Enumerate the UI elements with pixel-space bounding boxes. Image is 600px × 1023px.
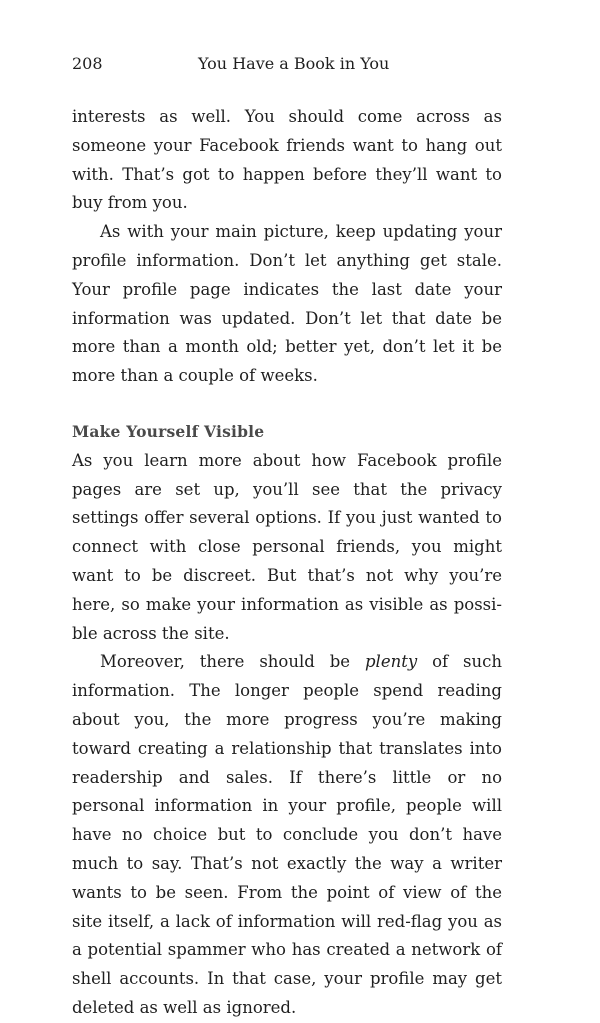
paragraph-privacy-settings: As you learn more about how Facebook profile pages are set up, you’ll see that the privacy settings offer several options. If you just wanted to connect with close personal friends, you might want to be discreet. But that’s not why you’re here, so make your information as visible as possible across the site. [72,450,502,643]
paragraph-text-end: of such information. The longer people spend reading about you, the more progress you’re making toward creating a relationship that translates into readership and sales. If there’s little or no personal information in your profile, people will have no choice but to conclude you don’t have much to say. That’s not exactly the way a writer wants to be seen. From the point of view of the site itself, a lack of information will red-flag you as a potential spammer who has created a network of shell accounts. In that case, your profile may get deleted as well as ignored. [72,652,503,1017]
body-text [72,103,502,1023]
page-header [72,54,502,78]
running-title: You Have a Book in You [198,54,390,73]
paragraph-continuation: interests as well. You should come across as someone your Facebook friends want to hang out with. That’s got to happen before they’ll want to buy from you. [72,107,502,213]
section-spacer [72,391,502,418]
page-number: 208 [72,54,103,73]
paragraph-profile-updates: As with your main picture, keep updating your profile information. Don’t let anything get stale. Your profile page indicates the last date your information was updated. Don’t let that date be more than a month old; better yet, don’t let it be more than a couple of weeks. [72,222,502,386]
paragraph-text-start: Moreover, there should be [100,652,365,672]
paragraph-plenty-information [72,648,502,1022]
section-heading: Make Yourself Visible [72,421,265,441]
emphasized-word: plenty [364,652,418,672]
